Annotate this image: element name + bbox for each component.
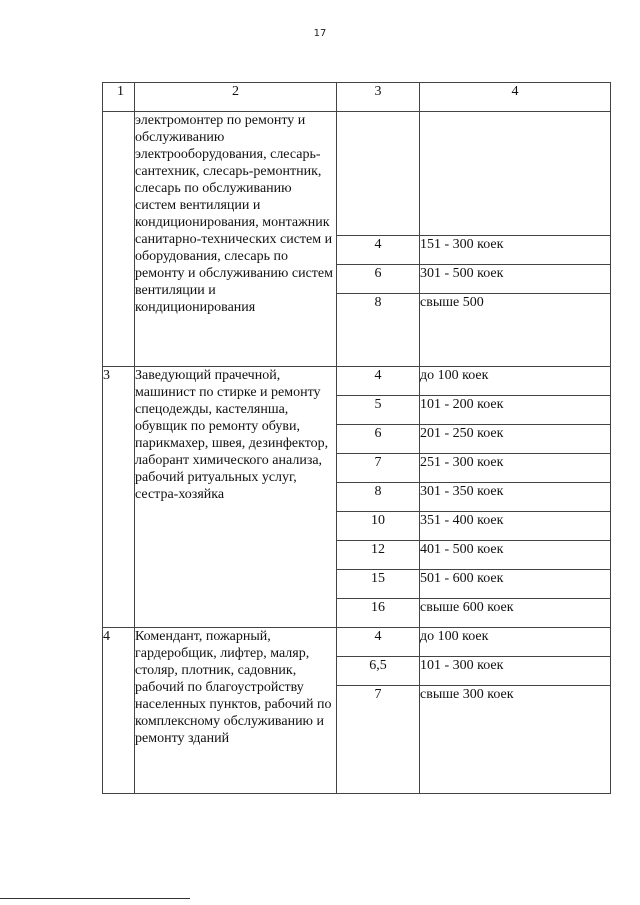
staff-count: 7 [337,686,420,794]
header-row [103,83,611,112]
staff-count: 12 [337,541,420,570]
header-col-1: 1 [103,83,135,112]
section-number: 3 [103,367,135,628]
bed-range: 101 - 300 коек [420,657,611,686]
staff-count: 5 [337,396,420,425]
table-row [103,112,611,236]
bed-range: до 100 коек [420,367,611,396]
section-number [103,112,135,367]
staff-count: 4 [337,367,420,396]
header-col-4: 4 [420,83,611,112]
staff-count: 6 [337,265,420,294]
staff-count [337,112,420,236]
header-col-3: 3 [337,83,420,112]
table-row [103,628,611,657]
bed-range: 501 - 600 коек [420,570,611,599]
bed-range: 351 - 400 коек [420,512,611,541]
bed-range: 251 - 300 коек [420,454,611,483]
staff-count: 8 [337,483,420,512]
section-description: Комендант, пожарный, гардеробщик, лифтер, маляр, столяр, плотник, садовник, рабочий по благоустройству населенных пунктов, рабочий по комплексному обслуживанию и ремонту зданий [135,628,337,794]
bed-range: 201 - 250 коек [420,425,611,454]
header-col-2: 2 [135,83,337,112]
page-number: 17 [313,28,327,39]
bed-range: до 100 коек [420,628,611,657]
staffing-table [102,82,611,794]
bed-range: свыше 600 коек [420,599,611,628]
staff-count: 7 [337,454,420,483]
bed-range: 301 - 500 коек [420,265,611,294]
staff-count: 4 [337,236,420,265]
staff-count: 10 [337,512,420,541]
staff-count: 6 [337,425,420,454]
footnote-divider [0,898,190,899]
bed-range: 101 - 200 коек [420,396,611,425]
bed-range: 151 - 300 коек [420,236,611,265]
section-description: Заведующий прачечной, машинист по стирке и ремонту спецодежды, кастелянша, обувщик по ремонту обуви, парикмахер, швея, дезинфектор, лаборант химического анализа, рабочий ритуальных услуг, сестра-хозяйка [135,367,337,628]
staff-count: 8 [337,294,420,367]
bed-range [420,112,611,236]
bed-range: свыше 300 коек [420,686,611,794]
staff-count: 15 [337,570,420,599]
staff-count: 16 [337,599,420,628]
bed-range: свыше 500 [420,294,611,367]
section-number: 4 [103,628,135,794]
bed-range: 401 - 500 коек [420,541,611,570]
bed-range: 301 - 350 коек [420,483,611,512]
staff-count: 4 [337,628,420,657]
staff-count: 6,5 [337,657,420,686]
section-description: электромонтер по ремонту и обслуживанию электрооборудования, слесарь-сантехник, слесарь-ремонтник, слесарь по обслуживанию систем вентиляции и кондиционирования, монтажник санитарно-технических систем и оборудования, слесарь по ремонту и обслуживанию систем вентиляции и кондиционирования [135,112,337,367]
table-row [103,367,611,396]
